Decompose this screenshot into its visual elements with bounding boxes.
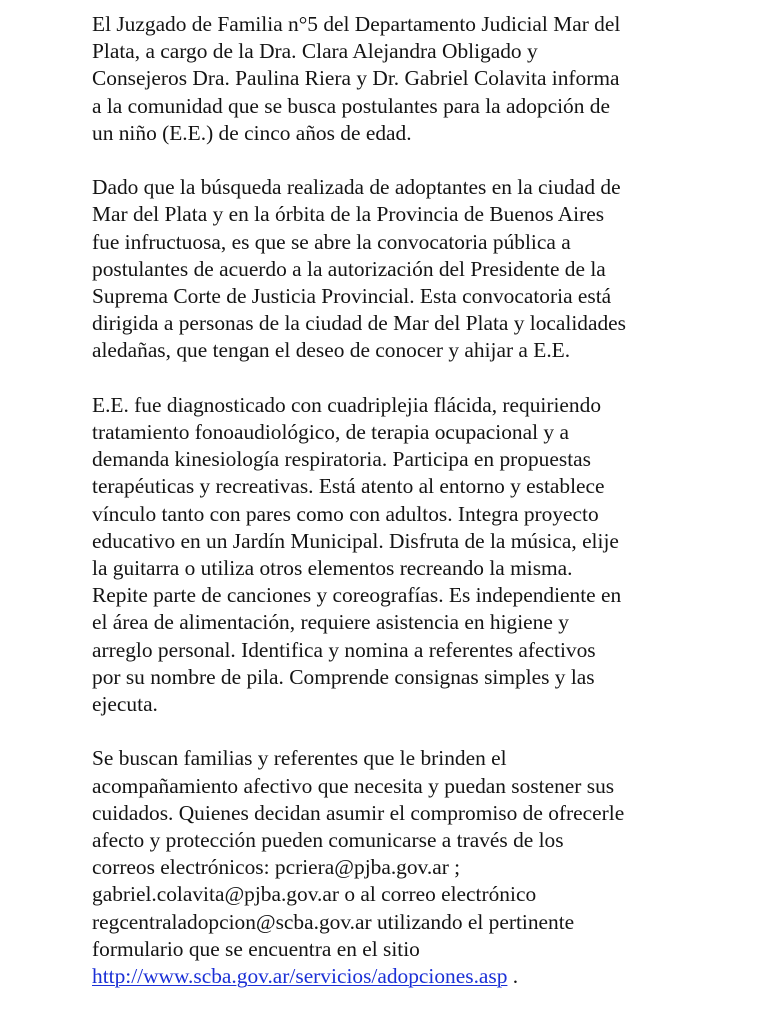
text-line: Dado que la búsqueda realizada de adoptantes en la ciudad de xyxy=(92,175,621,200)
text-line: Suprema Corte de Justicia Provincial. Esta convocatoria está xyxy=(92,284,612,309)
link-suffix: . xyxy=(507,964,519,989)
text-line: vínculo tanto con pares como con adultos. Integra proyecto xyxy=(92,501,599,526)
text-line: Mar del Plata y en la órbita de la Provincia de Buenos Aires xyxy=(92,202,605,227)
text-line: tratamiento fonoaudiológico, de terapia ocupacional y a xyxy=(92,420,569,445)
adopciones-link[interactable]: http://www.scba.gov.ar/servicios/adopciones.asp xyxy=(92,964,508,989)
text-line: cuidados. Quienes decidan asumir el compromiso de ofrecerle xyxy=(92,800,625,825)
text-line: Se buscan familias y referentes que le brinden el xyxy=(92,746,507,771)
text-line: gabriel.colavita@pjba.gov.ar o al correo electrónico xyxy=(92,882,537,907)
paragraph-contact xyxy=(92,745,759,990)
text-line: el área de alimentación, requiere asistencia en higiene y xyxy=(92,610,569,635)
text-line: Consejeros Dra. Paulina Riera y Dr. Gabriel Colavita informa xyxy=(92,66,620,91)
text-line: demanda kinesiología respiratoria. Participa en propuestas xyxy=(92,447,591,472)
text-line: E.E. fue diagnosticado con cuadriplejia flácida, requiriendo xyxy=(92,392,602,417)
text-line: educativo en un Jardín Municipal. Disfruta de la música, elije xyxy=(92,528,619,553)
text-line: formulario que se encuentra en el sitio xyxy=(92,936,420,961)
text-line: regcentraladopcion@scba.gov.ar utilizando el pertinente xyxy=(92,909,575,934)
document-body xyxy=(92,11,759,990)
text-line: correos electrónicos: pcriera@pjba.gov.ar ; xyxy=(92,855,461,880)
text-line: a la comunidad que se busca postulantes para la adopción de xyxy=(92,93,610,118)
text-line: acompañamiento afectivo que necesita y puedan sostener sus xyxy=(92,773,615,798)
text-line: arreglo personal. Identifica y nomina a referentes afectivos xyxy=(92,637,596,662)
paragraph-call xyxy=(92,174,759,364)
link-line xyxy=(92,963,759,990)
text-line: aledañas, que tengan el deseo de conocer y ahijar a E.E. xyxy=(92,338,571,363)
text-line: ejecuta. xyxy=(92,692,158,717)
text-line: dirigida a personas de la ciudad de Mar del Plata y localidades xyxy=(92,311,626,336)
text-line: El Juzgado de Familia n°5 del Departamento Judicial Mar del xyxy=(92,12,621,36)
text-line: Repite parte de canciones y coreografías. Es independiente en xyxy=(92,583,622,608)
text-line: Plata, a cargo de la Dra. Clara Alejandra Obligado y xyxy=(92,39,538,64)
text-line: la guitarra o utiliza otros elementos recreando la misma. xyxy=(92,556,573,581)
text-line: afecto y protección pueden comunicarse a través de los xyxy=(92,828,564,853)
text-line: fue infructuosa, es que se abre la convocatoria pública a xyxy=(92,229,571,254)
text-line: terapéuticas y recreativas. Está atento al entorno y establece xyxy=(92,474,605,499)
text-line: un niño (E.E.) de cinco años de edad. xyxy=(92,120,412,145)
text-line: por su nombre de pila. Comprende consignas simples y las xyxy=(92,664,595,689)
paragraph-announcement xyxy=(92,11,759,147)
paragraph-description xyxy=(92,392,759,718)
text-line: postulantes de acuerdo a la autorización del Presidente de la xyxy=(92,256,606,281)
